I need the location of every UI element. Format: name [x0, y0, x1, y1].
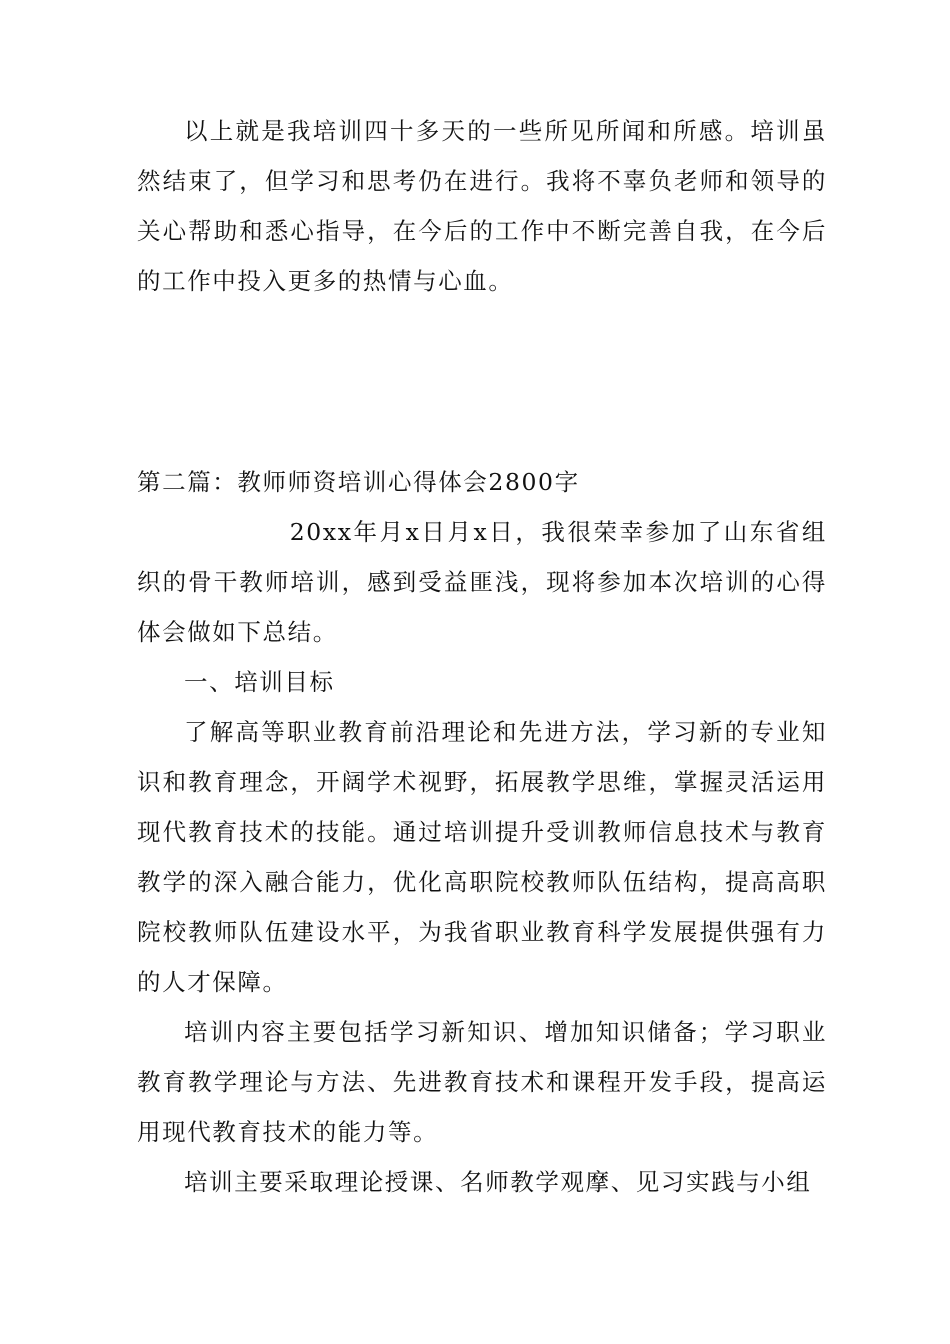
content-paragraph: 培训内容主要包括学习新知识、增加知识储备；学习职业教育教学理论与方法、先进教育技术和课程开发手段，提高运用现代教育技术的能力等。	[137, 1018, 827, 1146]
article-title: 第二篇：教师师资培训心得体会2800字	[137, 468, 580, 496]
article-body	[137, 457, 827, 1207]
section-heading: 一、培训目标	[184, 668, 335, 696]
method-paragraph: 培训主要采取理论授课、名师教学观摩、见习实践与小组	[184, 1168, 812, 1196]
closing-paragraph: 以上就是我培训四十多天的一些所见所闻和所感。培训虽然结束了，但学习和思考仍在进行。我将不辜负老师和领导的关心帮助和悉心指导，在今后的工作中不断完善自我，在今后的工作中投入更多的热情与心血。	[137, 117, 827, 295]
closing-section	[137, 106, 827, 306]
intro-paragraph: 20xx年月x日月x日，我很荣幸参加了山东省组织的骨干教师培训，感到受益匪浅，现将参加本次培训的心得体会做如下总结。	[137, 518, 827, 646]
goal-paragraph: 了解高等职业教育前沿理论和先进方法，学习新的专业知识和教育理念，开阔学术视野，拓展教学思维，掌握灵活运用现代教育技术的技能。通过培训提升受训教师信息技术与教育教学的深入融合能力，优化高职院校教师队伍结构，提高高职院校教师队伍建设水平，为我省职业教育科学发展提供强有力的人才保障。	[137, 718, 827, 996]
